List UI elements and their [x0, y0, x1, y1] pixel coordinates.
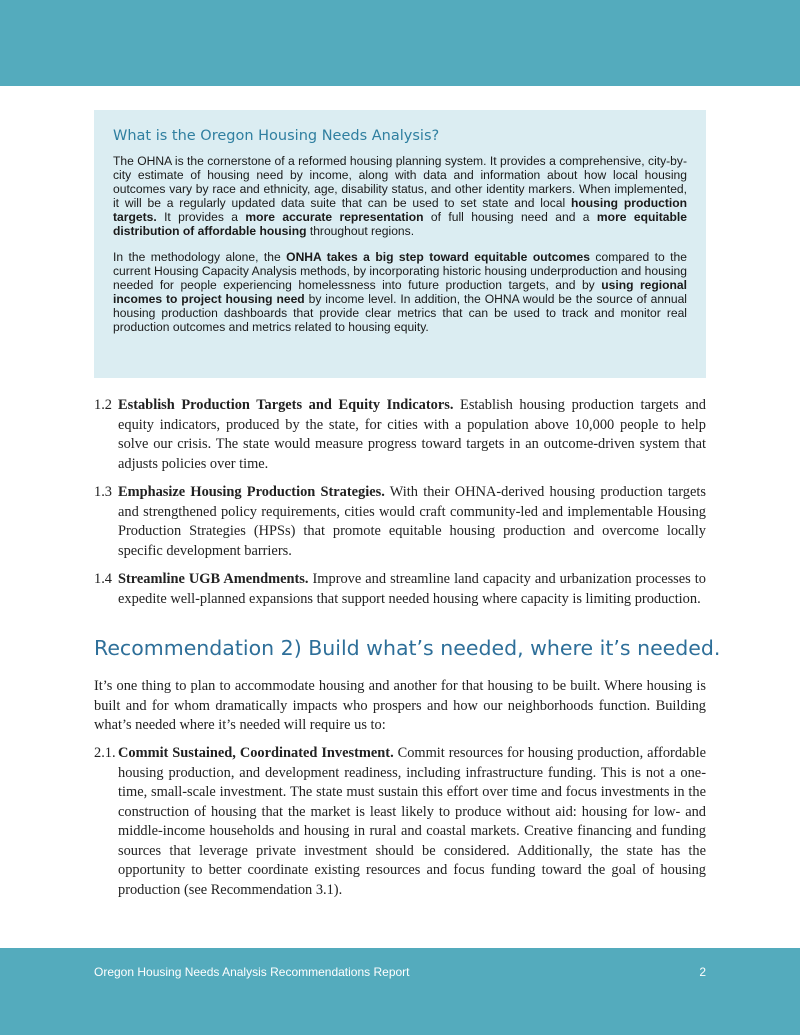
callout-p1-run: throughout regions. [306, 224, 415, 238]
item-text: Commit resources for housing production, affordable housing production, and development readiness, including infrastructure funding. This is not a one-time, small-scale investment. The state must sustain this effort over time and focus investments in the construction of housing that the market is least likely to produce without aid: housing for low- and middle-income households and housing in rural and coastal markets. Creative financing and funding sources that leverage private investment should be considered. Additionally, the state has the opportunity to better coordinate existing resources and focus funding toward the goal of housing production (see Recommendation 3.1). [118, 745, 706, 898]
callout-p1-bold: housing production targets. [113, 196, 688, 224]
ohna-callout-box [94, 110, 706, 378]
callout-p2-bold: using regional incomes to project housing need [113, 278, 687, 306]
callout-p1-run: of full housing need and a [423, 210, 597, 224]
page-number: 2 [699, 965, 706, 979]
callout-title: What is the Oregon Housing Needs Analysis? [113, 128, 440, 144]
item-number: 1.3 [94, 484, 112, 500]
recommendation-1-list [94, 396, 706, 618]
callout-p2-bold: ONHA takes a big step toward equitable outcomes [286, 250, 590, 264]
footer-report-title: Oregon Housing Needs Analysis Recommendations Report [94, 965, 410, 979]
item-heading: Emphasize Housing Production Strategies. [118, 484, 385, 500]
callout-p1-run: It provides a [156, 210, 246, 224]
callout-p1-run: The OHNA is the cornerstone of a reformed housing planning system. It provides a comprehensive, city-by-city estimate of housing need by income, along with data and information about how local housing outcomes vary by race and ethnicity, age, disability status, and other identity markers. When implemented, it will be a regularly updated data suite that can be used to set state and local [113, 154, 687, 210]
callout-p1-bold: more equitable distribution of affordable housing [113, 210, 687, 238]
callout-p2-run: In the methodology alone, the [113, 250, 287, 264]
callout-p1-bold: more accurate representation [245, 210, 424, 224]
item-number: 2.1. [94, 745, 116, 761]
footer-bar [0, 948, 800, 1035]
header-bar [0, 0, 800, 86]
item-text: Establish housing production targets and equity indicators, produced by the state, for cities with a population above 10,000 people to help solve our crisis. The state would measure progress toward targets in an outcome-driven system that adjusts policies over time. [118, 397, 706, 472]
list-item [94, 744, 706, 900]
callout-p2-run: by income level. In addition, the OHNA would be the source of annual housing production dashboards that provide clear metrics that can be used to track and monitor real production outcomes and metrics related to housing equity. [113, 292, 687, 334]
callout-paragraph-1 [113, 154, 687, 238]
list-item [94, 396, 706, 474]
item-text: Improve and streamline land capacity and urbanization processes to expedite well-planned expansions that support needed housing where capacity is limiting production. [118, 571, 706, 607]
recommendation-2-intro: It’s one thing to plan to accommodate housing and another for that housing to be built. Where housing is built and for whom dramatically impacts who prospers and how our neighborhoods function. Building what’s needed where it’s needed will require us to: [94, 678, 706, 733]
callout-paragraph-2 [113, 250, 687, 334]
list-item [94, 570, 706, 609]
item-heading: Establish Production Targets and Equity Indicators. [118, 397, 454, 413]
item-number: 1.2 [94, 397, 112, 413]
item-text: With their OHNA-derived housing production targets and strengthened policy requirements, cities would craft community-led and implementable Housing Production Strategies (HPSs) that promote equitable housing production and overcome locally specific development barriers. [118, 484, 706, 559]
item-number: 1.4 [94, 571, 112, 587]
list-item [94, 483, 706, 561]
item-heading: Streamline UGB Amendments. [118, 571, 309, 587]
recommendation-2-heading: Recommendation 2) Build what’s needed, where it’s needed. [94, 636, 721, 660]
item-heading: Commit Sustained, Coordinated Investment. [118, 745, 394, 761]
recommendation-2-list [94, 744, 706, 909]
callout-p2-run: compared to the current Housing Capacity Analysis methods, by incorporating historic housing underproduction and housing needed for people experiencing homelessness into future production targets, and by [113, 250, 687, 292]
